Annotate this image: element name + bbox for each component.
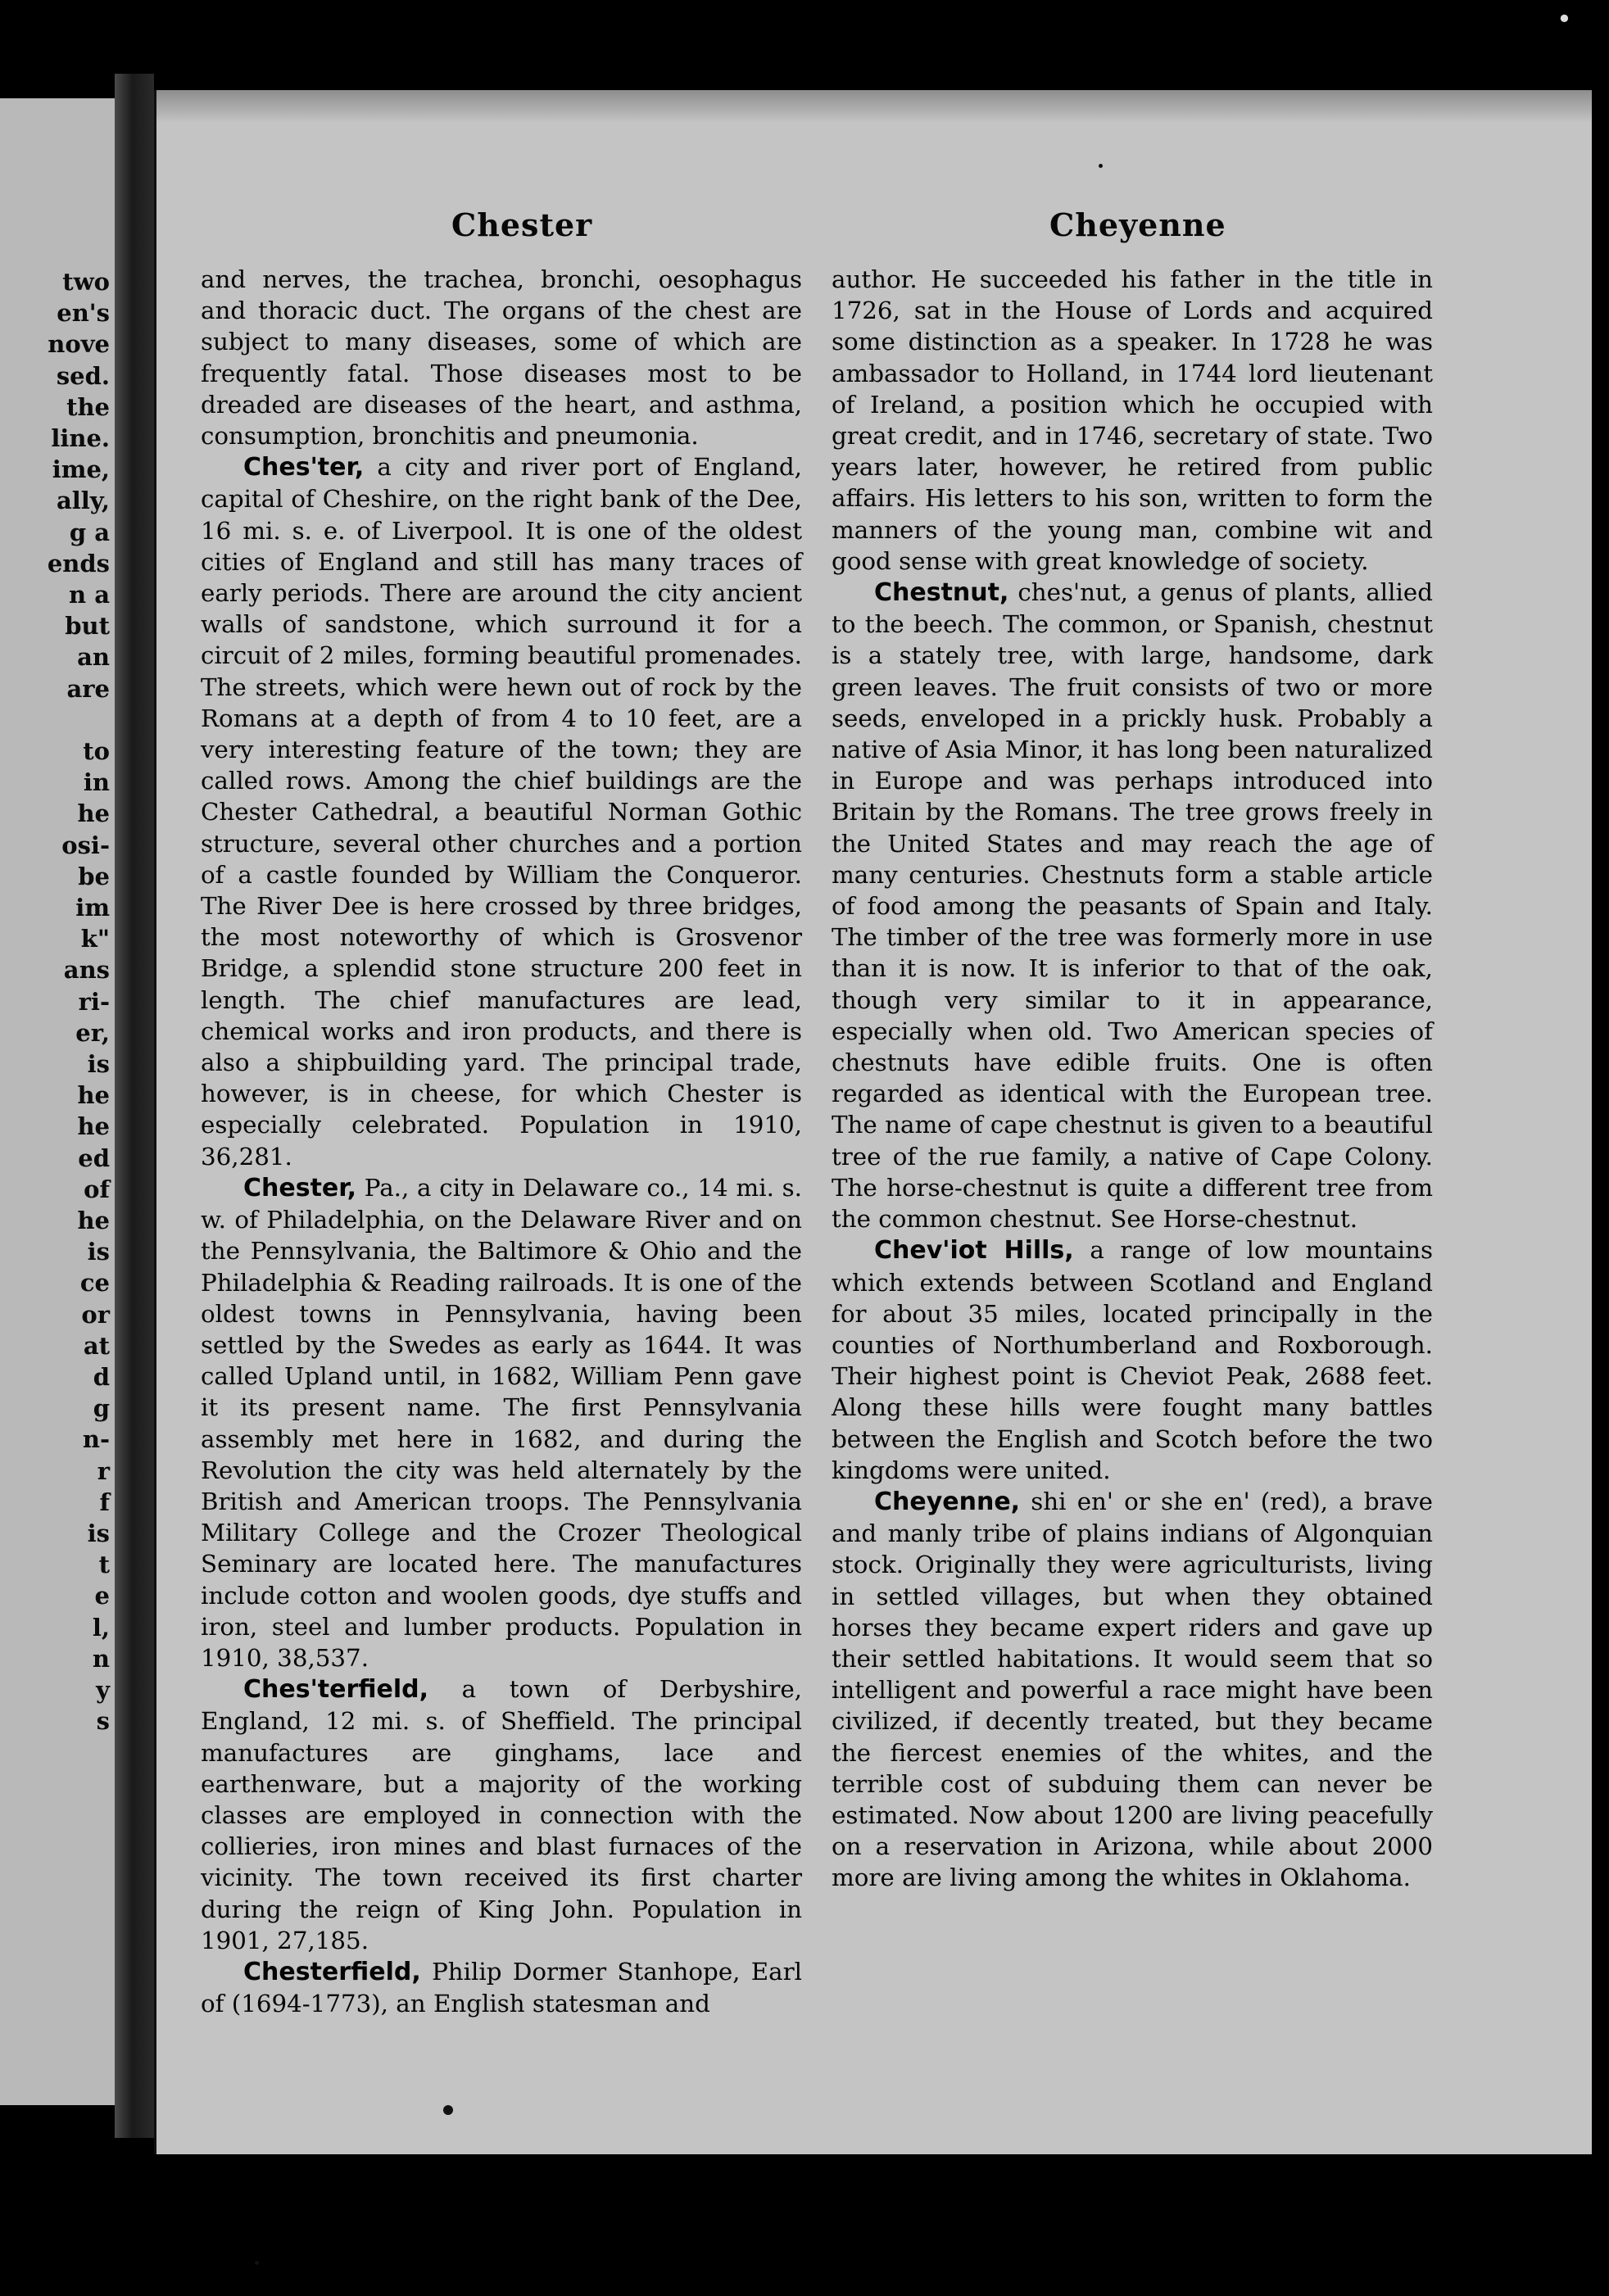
entry-chester-england: Ches'ter, a city and river port of England, capital of Cheshire, on the right bank of the Dee, 16 mi. s. e. of Liverpool. It is one of the oldest cities of England and still has many traces of early periods. There are around the city ancient walls of sandstone, which surround it for a circuit of 2 miles, forming beautiful promenades. The streets, which were hewn out of rock by the Romans at a depth of from 4 to 10 feet, are a very interesting feature of the town; they are called rows. Among the chief buildings are the Chester Cathedral, a beautiful Norman Gothic structure, several other churches and a portion of a castle founded by William the Conqueror. The River Dee is here crossed by three bridges, the most noteworthy of which is Grosvenor Bridge, a splendid stone structure 200 feet in length. The chief manufactures are lead, chemical works and iron products, and there is also a shipbuilding yard. The principal trade, however, is in cheese, for which Chester is especially celebrated. Population in 1910, 36,281. — [201, 453, 802, 1171]
margin-fragment: nove — [48, 330, 110, 359]
margin-fragment: ans — [63, 956, 110, 985]
margin-fragment: he — [77, 1207, 110, 1234]
entry-chesterfield-town: Ches'terfield, a town of Derbyshire, England, 12 mi. s. of Sheffield. The principal manufactures are ginghams, lace and earthenware, but a majority of the working classes are employed in connection with the collieries, iron mines and blast furnaces of the vicinity. The town received its first charter during the reign of King John. Population in 1901, 27,185. — [201, 1675, 802, 1954]
ink-speck — [443, 2105, 453, 2115]
margin-fragment: is — [87, 1238, 110, 1266]
margin-fragment: ends — [47, 549, 110, 577]
headword: Chestnut, — [874, 578, 1009, 608]
margin-fragment: ce — [79, 1269, 110, 1297]
entry-cheyenne: Cheyenne, shi en' or she en' (red), a brave and manly tribe of plains indians of Algonquian stock. Originally they were agriculturists, living in settled villages, but when they obtained horses they became expert riders and gave up their settled habitations. It would seem that so intelligent and powerful a race might have been civilized, if decently treated, but they became the fiercest enemies of the whites, and the terrible cost of subduing them can never be estimated. Now about 1200 are living peacefully on a reservation in Arizona, while about 2000 more are living among the whites in Oklahoma. — [832, 1487, 1433, 1892]
margin-fragment: er, — [75, 1018, 110, 1047]
margin-fragment: t — [98, 1551, 110, 1579]
margin-fragment: s — [96, 1707, 110, 1736]
entry-chester-pa: Chester, Pa., a city in Delaware co., 14 mi. s. w. of Philadelphia, on the Delaware River and on the Pennsylvania, the Baltimore & Ohio and the Philadelphia & Reading railroads. It is one of the oldest towns in Pennsylvania, having been settled by the Swedes as early as 1644. It was called Upland until, in 1682, William Penn gave it its present name. The first Pennsylvania assembly met here in 1682, and during the Revolution the city was held alternately by the British and American troops. The Pennsylvania Military College and the Crozer Theological Seminary are located here. The manufactures include cotton and woolen goods, dye stuffs and iron, steel and lumber products. Population in 1910, 38,537. — [201, 1173, 802, 1672]
headword: Ches'ter, — [243, 453, 365, 482]
margin-fragment: n — [92, 1644, 110, 1673]
margin-fragment: the — [66, 392, 110, 421]
book-gutter — [115, 74, 154, 2138]
margin-fragment: n a — [69, 581, 110, 609]
encyclopedia-page — [154, 90, 1592, 2154]
headword: Chesterfield, — [243, 1957, 421, 1986]
margin-fragment: en's — [57, 299, 110, 328]
margin-fragment: at — [83, 1331, 110, 1360]
previous-page-edge — [0, 98, 115, 2105]
headword: Chester, — [243, 1173, 357, 1202]
entry-chesterfield-continuation: author. He succeeded his father in the title in 1726, sat in the House of Lords and acquired some distinction as a speaker. In 1728 he was ambassador to Holland, in 1744 lord lieutenant of Ireland, a position which he occupied with great credit, and in 1746, secretary of state. Two years later, however, he retired from public affairs. His letters to his son, written to form the manners of the young man, combine wit and good sense with great knowledge of society. — [832, 265, 1433, 575]
headword: Cheyenne, — [874, 1487, 1021, 1516]
margin-fragment: d — [93, 1363, 110, 1391]
headword: Ches'terfield, — [243, 1675, 428, 1705]
margin-fragment: an — [77, 643, 110, 672]
ink-speck — [255, 2261, 259, 2265]
margin-fragment: f — [99, 1488, 110, 1516]
page-top-shadow — [156, 90, 1592, 123]
margin-fragment: g — [93, 1394, 110, 1423]
margin-fragment: of — [84, 1175, 110, 1203]
margin-fragment: osi- — [61, 831, 110, 859]
margin-fragment: in — [83, 768, 110, 797]
margin-fragment: two — [62, 268, 110, 296]
running-head-left: Chester — [451, 206, 593, 243]
headword: Chev'iot Hills, — [874, 1236, 1074, 1266]
margin-fragment: g a — [69, 518, 110, 546]
margin-fragment: n- — [82, 1425, 110, 1454]
margin-fragment: k" — [80, 925, 110, 953]
entry-chest-continuation: and nerves, the trachea, bronchi, oesophagus and thoracic duct. The organs of the chest are subject to many diseases, some of which are frequently fatal. Those diseases most to be dreaded are diseases of the heart, and asthma, consumption, bronchitis and pneumonia. — [201, 265, 802, 451]
entry-chesterfield-earl: Chesterfield, Philip Dormer Stanhope, Earl of (1694-1773), an English statesman and — [201, 1957, 802, 2018]
margin-fragment: or — [81, 1300, 110, 1329]
margin-fragment: be — [78, 862, 110, 890]
margin-fragment: im — [75, 894, 110, 922]
margin-fragment: he — [77, 1081, 110, 1110]
margin-fragment: ime, — [52, 455, 110, 484]
ink-speck — [1099, 164, 1103, 168]
margin-fragment: are — [66, 674, 110, 703]
margin-fragment: to — [83, 737, 110, 765]
margin-fragment: l, — [92, 1613, 110, 1642]
margin-fragment: is — [87, 1519, 110, 1547]
running-head-right: Cheyenne — [1049, 206, 1226, 243]
margin-fragment: ed — [78, 1143, 110, 1172]
entry-chestnut: Chestnut, ches'nut, a genus of plants, allied to the beech. The common, or Spanish, chestnut is a stately tree, with large, handsome, dark green leaves. The fruit consists of two or more seeds, enveloped in a prickly husk. Probably a native of Asia Minor, it has long been naturalized in Europe and was perhaps introduced into Britain by the Romans. The tree grows freely in the United States and may reach the age of many centuries. Chestnuts form a stable article of food among the peasants of Spain and Italy. The timber of the tree was formerly more in use than it is now. It is inferior to that of the oak, though very similar to it in appearance, especially when old. Two American species of chestnuts have edible fruits. One is often regarded as identical with the European tree. The name of cape chestnut is given to a beautiful tree of the rue family, a native of Cape Colony. The horse-chestnut is quite a different tree from the common chestnut. See Horse-chestnut. — [832, 578, 1433, 1234]
margin-fragment: ally, — [57, 487, 110, 515]
left-text-column — [201, 264, 802, 2019]
margin-fragment: y — [96, 1676, 110, 1704]
entry-cheviot-hills: Chev'iot Hills, a range of low mountains which extends between Scotland and England for about 35 miles, located principally in the counties of Northumberland and Roxborough. Their highest point is Cheviot Peak, 2688 feet. Along these hills were fought many battles between the English and Scotch before the two kingdoms were united. — [832, 1236, 1433, 1484]
margin-fragment: ri- — [78, 987, 110, 1016]
corner-scan-mark: • — [1557, 3, 1572, 34]
margin-fragment: but — [65, 612, 110, 641]
margin-fragment: he — [77, 799, 110, 828]
margin-fragment: sed. — [56, 361, 110, 390]
margin-fragment: he — [77, 1112, 110, 1141]
margin-fragment: line. — [51, 424, 110, 452]
margin-fragment: e — [94, 1582, 110, 1610]
margin-fragment: is — [87, 1050, 110, 1078]
margin-fragment: r — [97, 1456, 110, 1485]
right-text-column — [832, 264, 1433, 1894]
